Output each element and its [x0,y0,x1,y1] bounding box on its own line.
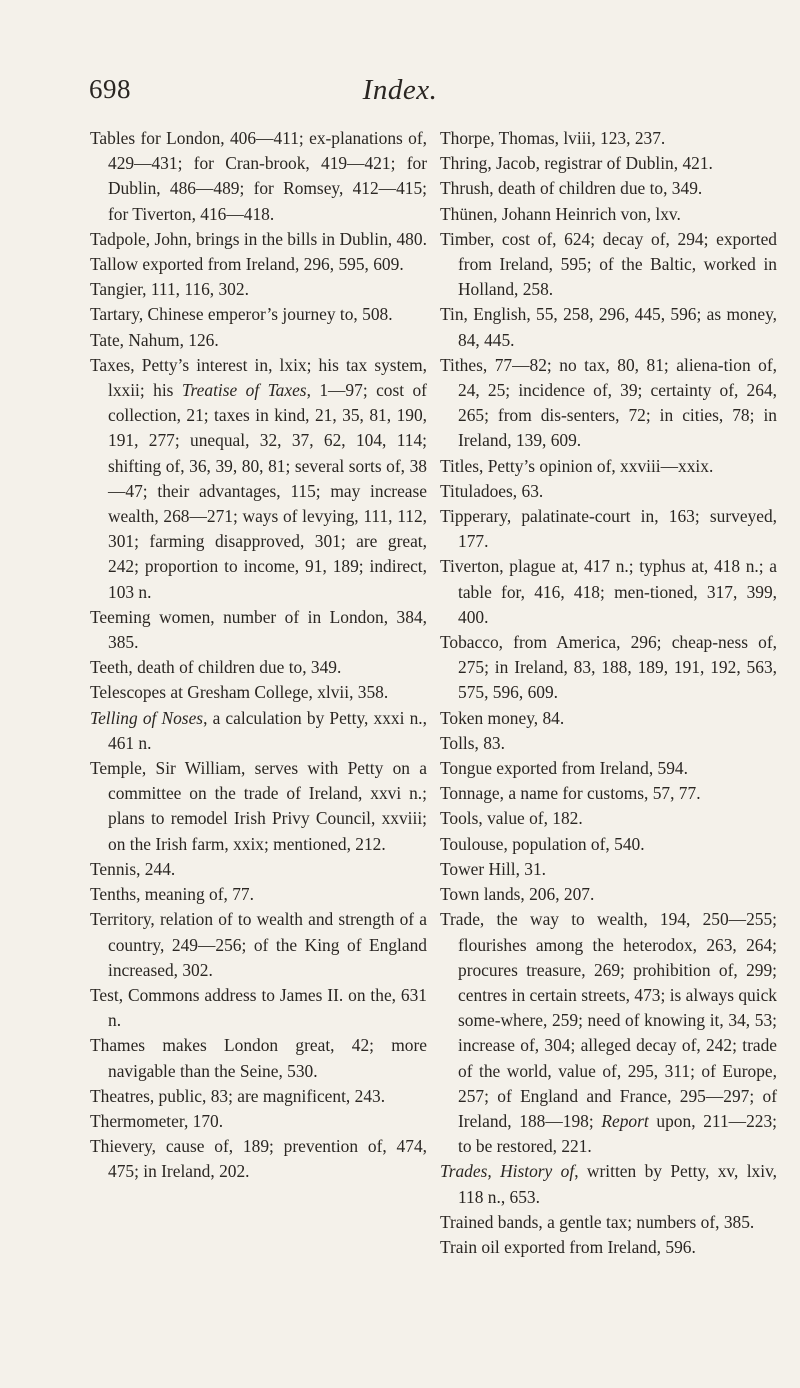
index-entry-text: Tartary, Chinese emperor’s journey to, 508. [90,304,393,325]
page-number: 698 [89,74,131,104]
index-entry [440,126,777,151]
index-entry-text: Tonnage, a name for customs, 57, 77. [440,783,701,804]
index-entry-text: Taxes, Petty’s interest in, lxix; his tax system, lxxii; his [90,354,427,401]
index-entry-text: Tobacco, from America, 296; cheap-ness of, 275; in Ireland, 83, 188, 189, 191, 192, 563, 575, 596, 609. [440,632,777,703]
page-header [0,74,800,114]
index-entry-text: Teeming women, number of in London, 384, 385. [90,606,427,653]
index-entry-text: Tolls, 83. [440,732,505,753]
index-entry [90,882,427,907]
index-entry [90,655,427,680]
index-entry [440,176,777,201]
index-entry-text: Tithes, 77—82; no tax, 80, 81; aliena-tion of, 24, 25; incidence of, 39; certainty of, 264, 265; from dis-senters, 72; in cities, 78; in Ireland, 139, 609. [440,354,777,451]
index-entry-text: Toulouse, population of, 540. [440,833,645,854]
index-entry [440,227,777,303]
index-entry-text: Trade, the way to wealth, 194, 250—255; flourishes among the heterodox, 263, 264; procures treasure, 269; prohibition of, 299; centres in certain streets, 473; is always quick some-where, 259; need of knowing it, 34, 53; increase of, 304; alleged decay of, 242; trade of the world, value of, 295, 311; of Europe, 257; of England and France, 295—297; of Ireland, 188—198; [440,909,777,1131]
index-entry [440,907,777,1159]
index-entry-italic-text: Report [601,1110,649,1131]
index-entry-text: Thames makes London great, 42; more navigable than the Seine, 530. [90,1035,427,1081]
index-entry [440,479,777,504]
index-entry-text: Thünen, Johann Heinrich von, lxv. [440,203,681,224]
index-entry [440,454,777,479]
index-entry [440,504,777,554]
index-entry-text: Trained bands, a gentle tax; numbers of, 385. [440,1211,755,1232]
right-column [440,126,777,1260]
index-entry [90,252,427,277]
index-entry-text: Thermometer, 170. [90,1110,224,1131]
index-entry [440,781,777,806]
index-entry-text: Temple, Sir William, serves with Petty on a committee on the trade of Ireland, xxvi n.; plans to remodel Irish Privy Council, xxviii; on the Irish farm, xxix; mentioned, 212. [90,758,427,854]
index-entry-text: Thievery, cause of, 189; prevention of, 474, 475; in Ireland, 202. [90,1136,427,1182]
index-entry [440,202,777,227]
index-entry [440,756,777,781]
index-entry [90,1134,427,1184]
index-entry [440,706,777,731]
index-entry-text: , 1—97; cost of collection, 21; taxes in kind, 21, 35, 81, 190, 191, 277; unequal, 32, 37, 62, 104, 114; shifting of, 36, 39, 80, 81; several sorts of, 38—47; their advantages, 115; may increase wealth, 268—271; ways of levying, 111, 112, 301; farming disapproved, 301; are great, 242; proportion to income, 91, 189; indirect, 103 n. [108,380,427,602]
index-entry [90,126,427,227]
index-entry [440,353,777,454]
index-entry-text: Tin, English, 55, 258, 296, 445, 596; as money, 84, 445. [440,304,777,350]
index-entry [440,151,777,176]
index-entry [440,882,777,907]
index-entry-text: Thring, Jacob, registrar of Dublin, 421. [440,153,713,174]
index-entry [440,302,777,352]
index-entry [90,302,427,327]
index-entry [90,277,427,302]
index-entry-text: Town lands, 206, 207. [440,884,595,905]
index-entry-text: Tools, value of, 182. [440,808,583,829]
index-entry [440,731,777,756]
index-entry-text: Tiverton, plague at, 417 n.; typhus at, 418 n.; a table for, 416, 418; men-tioned, 317, 399, 400. [440,556,777,627]
index-entry [90,605,427,655]
index-entry-text: Tadpole, John, brings in the bills in Dublin, 480. [90,228,427,249]
index-entry [90,328,427,353]
index-entry-text: Tituladoes, 63. [440,480,544,501]
index-entry-text: Tennis, 244. [90,858,176,879]
index-entry [440,806,777,831]
index-entry [90,706,427,756]
index-entry [90,680,427,705]
index-entry [440,1235,777,1260]
index-entry [440,554,777,630]
index-entry [440,1210,777,1235]
index-entry-text: Telescopes at Gresham College, xlvii, 358. [90,682,389,703]
index-entry-text: Titles, Petty’s opinion of, xxviii—xxix. [440,455,714,476]
page-title: Index. [362,74,438,106]
index-entry-italic-text: Trades, History of [440,1161,575,1182]
index-entry [90,857,427,882]
index-entry [90,983,427,1033]
index-entry-italic-text: Telling of Noses [90,707,204,728]
index-entry-text: upon, 211—223; to be restored, 221. [458,1110,777,1157]
index-entry-text: Tallow exported from Ireland, 296, 595, 609. [90,254,404,275]
index-entry-text: , written by Petty, xv, lxiv, 118 n., 653. [458,1161,777,1207]
index-entry [90,756,427,857]
index-entry-text: Timber, cost of, 624; decay of, 294; exported from Ireland, 595; of the Baltic, worked in Holland, 258. [440,228,777,300]
index-entry-text: Thorpe, Thomas, lviii, 123, 237. [440,128,666,148]
index-entry-text: Tangier, 111, 116, 302. [90,279,249,300]
index-entry [440,832,777,857]
index-entry [440,857,777,882]
index-entry [440,1159,777,1209]
index-entry [440,630,777,706]
index-entry [90,227,427,252]
index-entry-text: Teeth, death of children due to, 349. [90,657,342,678]
index-entry [90,1084,427,1109]
index-entry [90,1033,427,1083]
left-column [90,126,427,1185]
index-entry-text: Token money, 84. [440,707,565,728]
index-entry-text: Territory, relation of to wealth and strength of a country, 249—256; of the King of England increased, 302. [90,909,427,980]
index-entry-text: Test, Commons address to James II. on the, 631 n. [90,984,427,1031]
index-entry-text: Tenths, meaning of, 77. [90,884,254,905]
index-entry-text: Train oil exported from Ireland, 596. [440,1236,696,1257]
index-entry-text: Tipperary, palatinate-court in, 163; surveyed, 177. [440,506,777,552]
index-entry [90,1109,427,1134]
index-entry-text: Tongue exported from Ireland, 594. [440,758,688,779]
index-entry [90,353,427,605]
index-entry-italic-text: Treatise of Taxes [181,380,307,401]
index-entry-text: Thrush, death of children due to, 349. [440,178,703,199]
index-entry-text: Theatres, public, 83; are magnificent, 243. [90,1085,386,1106]
index-entry-text: , a calculation by Petty, xxxi n., 461 n. [108,707,427,753]
index-entry-text: Tables for London, 406—411; ex-planations of, 429—431; for Cran-brook, 419—421; for Dublin, 486—489; for Romsey, 412—415; for Tiverton, 416—418. [90,128,427,224]
index-entry [90,907,427,983]
index-entry-text: Tate, Nahum, 126. [90,329,219,350]
index-entry-text: Tower Hill, 31. [440,858,547,879]
